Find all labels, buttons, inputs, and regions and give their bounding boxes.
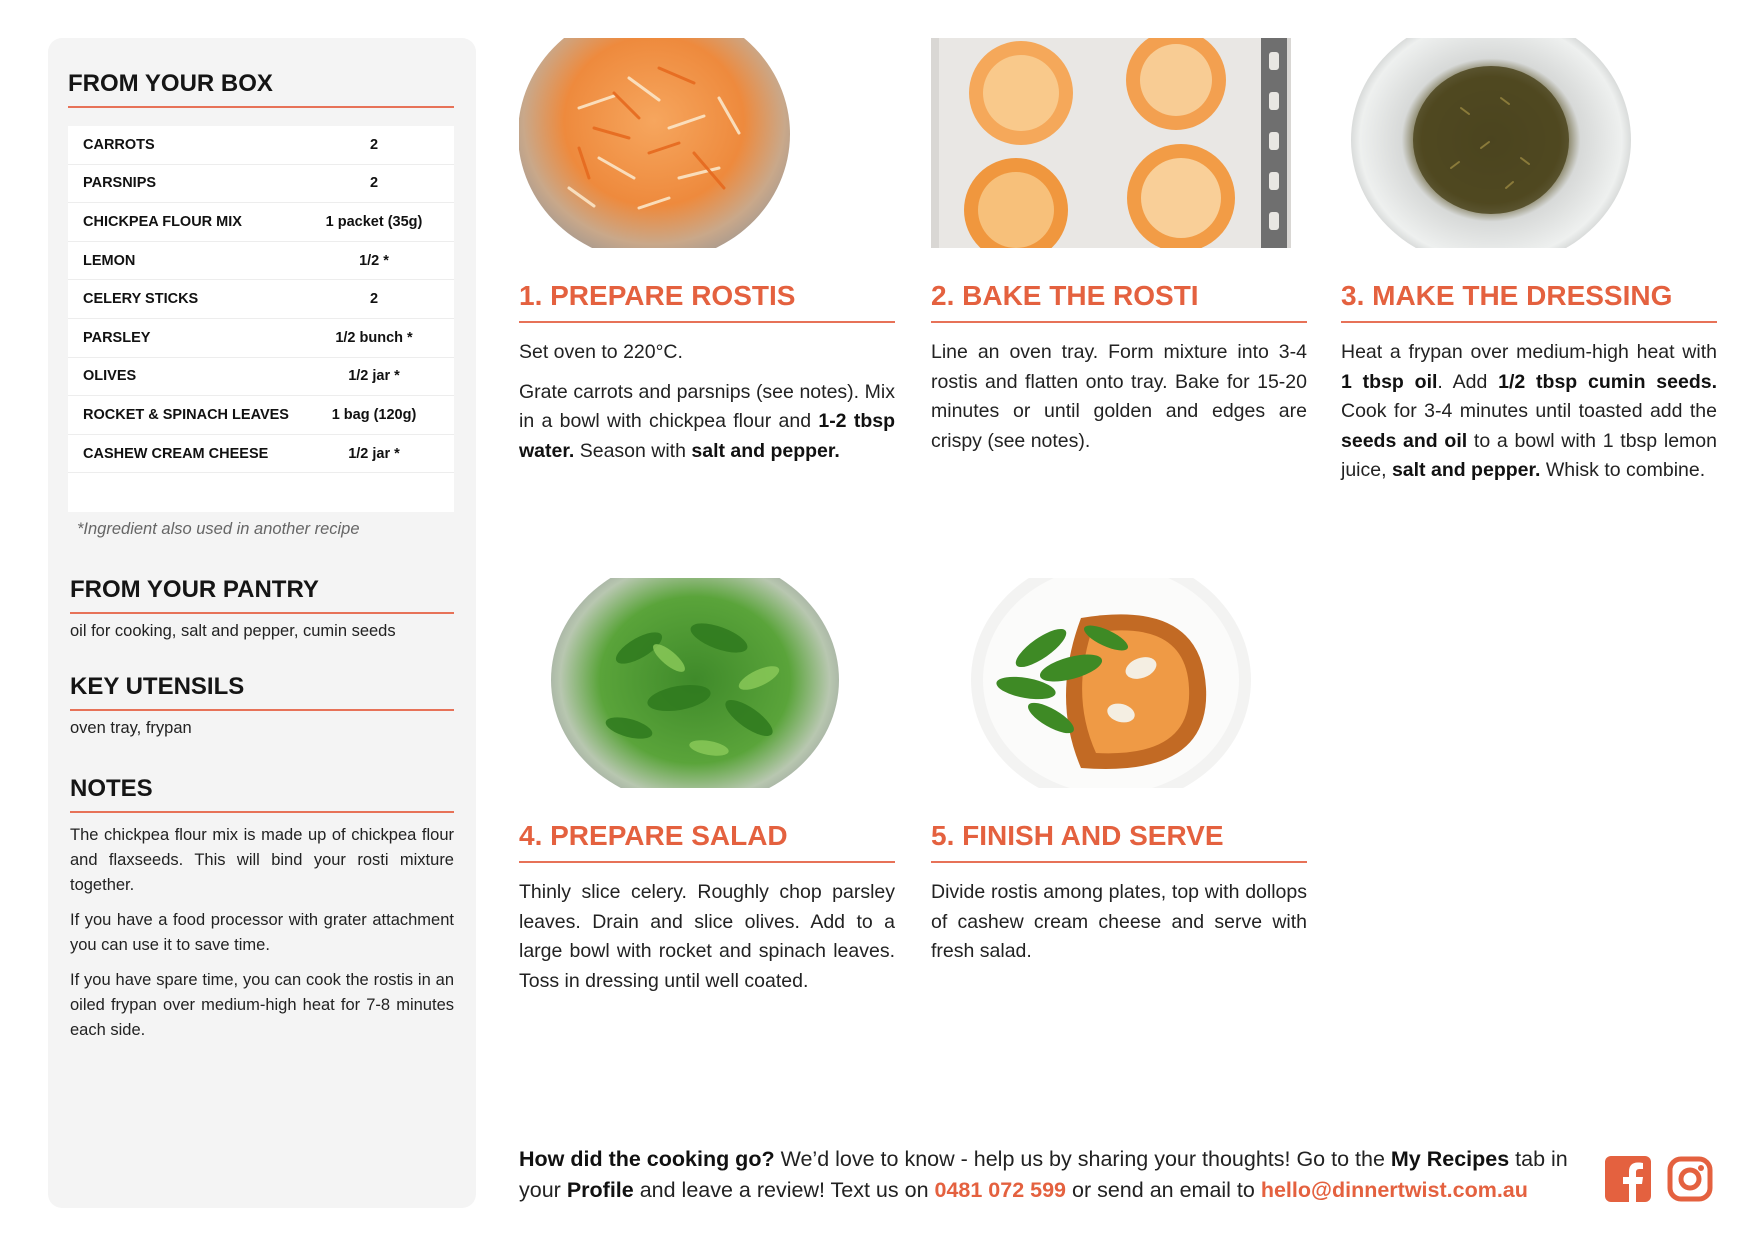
table-row (68, 358, 454, 397)
ingredient-name: OLIVES (83, 368, 137, 385)
ingredient-qty: 2 (369, 291, 379, 308)
ingredient-name: PARSNIPS (83, 175, 157, 192)
ingredient-qty: 1/2 * (359, 252, 389, 269)
step-2-text: Line an oven tray. Form mixture into 3-4 rostis and flatten onto tray. Bake for 15-20 minutes or until golden and edges are crispy (see notes). (931, 341, 1307, 452)
table-row (68, 126, 454, 165)
ingredient-qty: 1/2 jar * (348, 445, 400, 462)
table-row (68, 165, 454, 204)
feedback-question: How did the cooking go? (519, 1147, 775, 1171)
email-link[interactable]: hello@dinnertwist.com.au (1260, 1178, 1528, 1202)
pantry-items: oil for cooking, salt and pepper, cumin seeds (70, 622, 396, 640)
grated-vegetables-bowl-image (519, 38, 895, 248)
salad-bowl-image (519, 578, 895, 788)
from-your-pantry-title: FROM YOUR PANTRY (70, 576, 454, 614)
ingredient-name: LEMON (83, 252, 136, 269)
feedback-message: How did the cooking go? We’d love to know - help us by sharing your thoughts! Go to the My Recipes tab in your Profile and leave a review! Text us on 0481 072 599 or send an email to hello@dinnertwist.com.au (519, 1147, 1568, 1202)
step-1-instructions (519, 338, 895, 476)
step-3-title: 3. MAKE THE DRESSING (1341, 280, 1717, 323)
table-row (68, 203, 454, 242)
facebook-icon[interactable] (1605, 1156, 1651, 1202)
note-item: The chickpea flour mix is made up of chickpea flour and flaxseeds. This will bind your rosti mixture together. (70, 826, 454, 894)
table-row (68, 319, 454, 358)
ingredient-qty: 2 (369, 175, 379, 192)
step-2-title: 2. BAKE THE ROSTI (931, 280, 1307, 323)
step-1-mix: Grate carrots and parsnips (see notes). Mix in a bowl with chickpea flour and 1-2 tbsp water. Season with salt and pepper. (519, 380, 895, 462)
step-5-text: Divide rostis among plates, top with dollops of cashew cream cheese and serve with fresh salad. (931, 881, 1307, 962)
ingredient-name: CELERY STICKS (83, 291, 199, 308)
ingredient-name: CASHEW CREAM CHEESE (83, 445, 269, 462)
step-1-title: 1. PREPARE ROSTIS (519, 280, 895, 323)
table-row (68, 396, 454, 435)
ingredient-name: PARSLEY (83, 329, 151, 346)
ingredient-qty: 1/2 bunch * (335, 329, 413, 346)
instagram-icon[interactable] (1667, 1156, 1713, 1202)
notes-title: NOTES (70, 775, 454, 813)
my-recipes-link: My Recipes (1390, 1147, 1510, 1171)
table-row (68, 242, 454, 281)
step-3-instructions (1341, 338, 1717, 496)
step-4-title: 4. PREPARE SALAD (519, 820, 895, 863)
ingredients-panel (48, 38, 476, 1208)
ingredient-qty: 2 (369, 136, 379, 153)
ingredient-qty: 1 bag (120g) (331, 406, 417, 423)
ingredients-table (68, 126, 454, 512)
from-your-box-title: FROM YOUR BOX (68, 70, 454, 108)
profile-link: Profile (566, 1178, 634, 1202)
ingredient-footnote: *Ingredient also used in another recipe (77, 520, 360, 538)
step-5-title: 5. FINISH AND SERVE (931, 820, 1307, 863)
step-2-instructions (931, 338, 1307, 466)
step-4-instructions (519, 878, 895, 1006)
ingredient-qty: 1/2 jar * (348, 368, 400, 385)
ingredient-name: CHICKPEA FLOUR MIX (83, 213, 242, 230)
note-item: If you have a food processor with grater attachment you can use it to save time. (70, 911, 454, 954)
ingredient-qty: 1 packet (35g) (325, 213, 423, 230)
step-3-text: Heat a frypan over medium-high heat with 1 tbsp oil. Add 1/2 tbsp cumin seeds. Cook for 3-4 minutes until toasted add the seeds and oil to a bowl with 1 tbsp lemon juice, salt and pepper. Whisk to combine. (1341, 341, 1718, 481)
step-1-oven: Set oven to 220°C. (519, 341, 683, 363)
cumin-dressing-bowl-image (1341, 38, 1717, 248)
utensils-items: oven tray, frypan (70, 719, 192, 737)
table-row (68, 280, 454, 319)
ingredient-name: ROCKET & SPINACH LEAVES (83, 406, 289, 423)
notes-list (70, 823, 454, 1053)
table-row (68, 435, 454, 474)
note-item: If you have spare time, you can cook the rostis in an oiled frypan over medium-high heat for 7-8 minutes each side. (70, 971, 454, 1039)
rostis-on-tray-image (931, 38, 1307, 248)
step-5-instructions (931, 878, 1307, 977)
phone-link[interactable]: 0481 072 599 (934, 1178, 1067, 1202)
step-4-text: Thinly slice celery. Roughly chop parsley leaves. Drain and slice olives. Add to a large bowl with rocket and spinach leaves. Toss in dressing until well coated. (519, 881, 895, 992)
key-utensils-title: KEY UTENSILS (70, 673, 454, 711)
plated-rosti-salad-image (931, 578, 1307, 788)
ingredient-name: CARROTS (83, 136, 155, 153)
